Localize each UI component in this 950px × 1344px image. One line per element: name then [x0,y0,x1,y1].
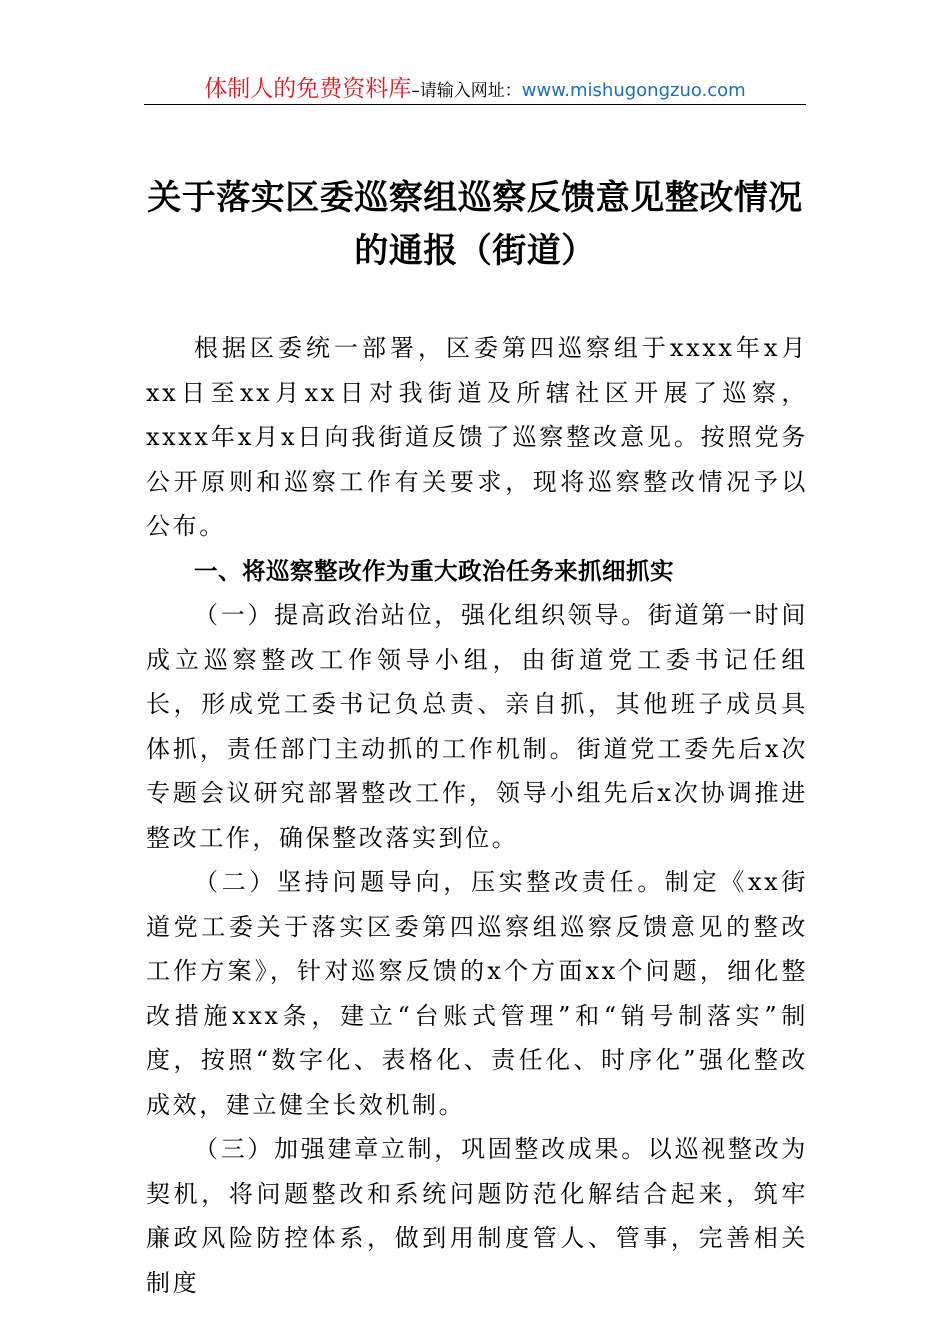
section-paragraph-3: （三）加强建章立制，巩固整改成果。以巡视整改为契机，将问题整改和系统问题防范化解结合起来，筑牢廉政风险防控体系，做到用制度管人、管事，完善相关制度 [146,1135,808,1297]
page-header [144,70,806,105]
header-url-link[interactable]: www.mishugongzuo.com [521,80,746,101]
document-body [146,326,808,1305]
header-prompt-text: –请输入网址： [411,81,522,101]
section-paragraph-2: （二）坚持问题导向，压实整改责任。制定《xx街道党工委关于落实区委第四巡察组巡察反馈意见的整改工作方案》，针对巡察反馈的x个方面xx个问题，细化整改措施xxx条，建立“台账式管理”和“销号制落实”制度，按照“数字化、表格化、责任化、时序化”强化整改成效，建立健全长效机制。 [146,868,808,1119]
intro-paragraph: 根据区委统一部署，区委第四巡察组于xxxx年x月xx日至xx月xx日对我街道及所辖社区开展了巡察，xxxx年x月x日向我街道反馈了巡察整改意见。按照党务公开原则和巡察工作有关要求，现将巡察整改情况予以公布。 [146,334,808,540]
section-paragraph-1: （一）提高政治站位，强化组织领导。街道第一时间成立巡察整改工作领导小组，由街道党工委书记任组长，形成党工委书记负总责、亲自抓，其他班子成员具体抓，责任部门主动抓的工作机制。街道党工委先后x次专题会议研究部署整改工作，领导小组先后x次协调推进整改工作，确保整改落实到位。 [146,601,808,852]
section-heading: 一、将巡察整改作为重大政治任务来抓细抓实 [194,556,674,585]
document-title: 关于落实区委巡察组巡察反馈意见整改情况的通报（街道） [147,178,803,271]
header-brand-text: 体制人的免费资料库 [204,76,412,102]
